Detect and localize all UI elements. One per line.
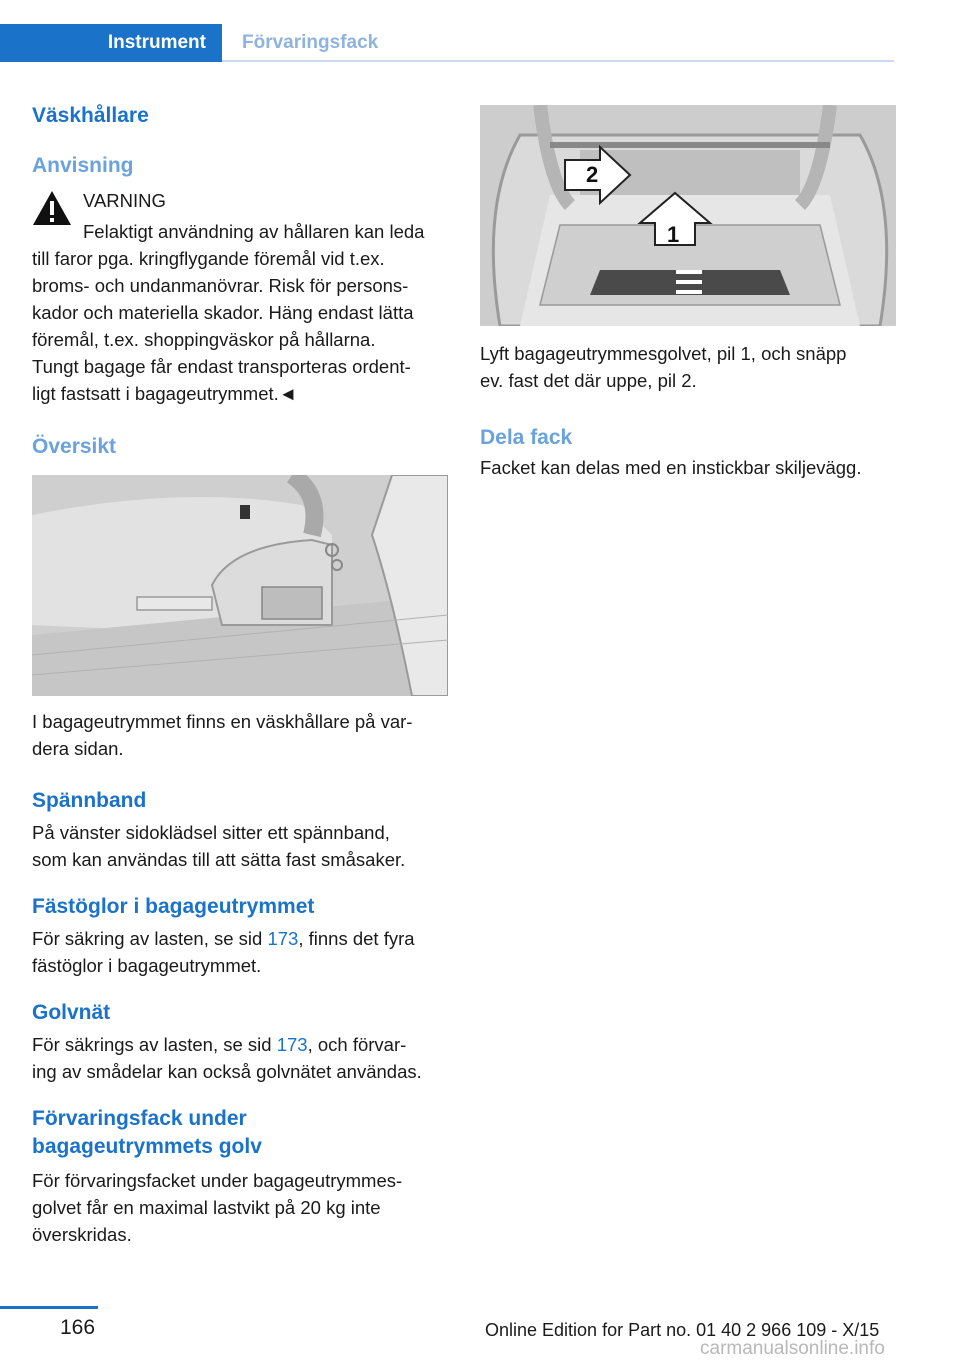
header-tabs bbox=[0, 24, 894, 62]
page-link-173[interactable]: 173 bbox=[267, 928, 299, 949]
figure-label-1: 1 bbox=[667, 222, 680, 247]
page-number: 166 bbox=[60, 1316, 96, 1339]
forvaringsfack-text: För förvaringsfacket under bagageutrymmes- bbox=[32, 1170, 403, 1191]
heading-spannband: Spännband bbox=[32, 789, 147, 812]
warning-box bbox=[32, 186, 448, 245]
forvaringsfack-text: överskridas. bbox=[32, 1224, 132, 1245]
left-column bbox=[32, 100, 448, 1248]
edition-text: Online Edition for Part no. 01 40 2 966 109 - X/15 bbox=[485, 1320, 880, 1340]
golvnat-text-pre: För säkrings av lasten, se sid bbox=[32, 1034, 277, 1055]
heading-forvaringsfack: Förvaringsfack under bbox=[32, 1107, 247, 1130]
heading-dela-fack: Dela fack bbox=[480, 426, 573, 449]
fastoglor-text-pre: För säkring av lasten, se sid bbox=[32, 928, 268, 949]
warning-line: broms- och undanmanövrar. Risk för persons- bbox=[32, 275, 409, 296]
watermark: carmanualsonline.info bbox=[700, 1338, 885, 1359]
trunk-side-illustration bbox=[32, 475, 448, 696]
golvnat-text: ing av smådelar kan också golvnätet användas. bbox=[32, 1061, 422, 1082]
warning-line: Tungt bagage får endast transporteras ordent- bbox=[32, 356, 411, 377]
forvaringsfack-text: golvet får en maximal lastvikt på 20 kg inte bbox=[32, 1197, 381, 1218]
trunk-side-image bbox=[32, 475, 448, 696]
fastoglor-text: fästöglor i bagageutrymmet. bbox=[32, 955, 262, 976]
oversikt-text: dera sidan. bbox=[32, 738, 124, 759]
trunk-floor-illustration bbox=[480, 105, 896, 326]
fastoglor-text bbox=[32, 925, 448, 952]
heading-oversikt: Översikt bbox=[32, 435, 117, 458]
footer-rule bbox=[0, 1306, 98, 1309]
fastoglor-text-post: , finns det fyra bbox=[298, 928, 415, 949]
heading-anvisning: Anvisning bbox=[32, 154, 134, 177]
warning-line: ligt fastsatt i bagageutrymmet.◄ bbox=[32, 383, 298, 404]
right-column bbox=[480, 105, 896, 481]
warning-line: Felaktigt användning av hållaren kan leda bbox=[83, 221, 425, 242]
heading-vaskhallare: Väskhållare bbox=[32, 104, 149, 127]
lyft-text: ev. fast det där uppe, pil 2. bbox=[480, 370, 697, 391]
tab-forvaringsfack[interactable]: Förvaringsfack bbox=[242, 32, 379, 53]
page-link-173[interactable]: 173 bbox=[276, 1034, 308, 1055]
warning-line: föremål, t.ex. shoppingväskor på hållarna. bbox=[32, 329, 376, 350]
golvnat-text-post: , och förvar- bbox=[307, 1034, 407, 1055]
header-rule bbox=[222, 60, 894, 62]
warning-line: kador och materiella skador. Häng endast lätta bbox=[32, 302, 414, 323]
heading-golvnat: Golvnät bbox=[32, 1001, 111, 1024]
figure-label-2: 2 bbox=[586, 162, 599, 187]
spannband-text: som kan användas till att sätta fast småsaker. bbox=[32, 849, 406, 870]
warning-line: till faror pga. kringflygande föremål vid t.ex. bbox=[32, 248, 385, 269]
heading-fastoglor: Fästöglor i bagageutrymmet bbox=[32, 895, 315, 918]
heading-forvaringsfack: bagageutrymmets golv bbox=[32, 1135, 262, 1158]
tab-instrument[interactable]: Instrument bbox=[0, 24, 222, 62]
oversikt-text: I bagageutrymmet finns en väskhållare på var- bbox=[32, 711, 413, 732]
trunk-floor-image bbox=[480, 105, 896, 326]
spannband-text: På vänster sidoklädsel sitter ett spännband, bbox=[32, 822, 390, 843]
golvnat-text bbox=[32, 1031, 448, 1058]
warning-label: VARNING bbox=[83, 190, 166, 211]
dela-text: Facket kan delas med en instickbar skiljevägg. bbox=[480, 457, 862, 478]
lyft-text: Lyft bagageutrymmesgolvet, pil 1, och snäpp bbox=[480, 343, 847, 364]
warning-icon bbox=[32, 190, 72, 226]
